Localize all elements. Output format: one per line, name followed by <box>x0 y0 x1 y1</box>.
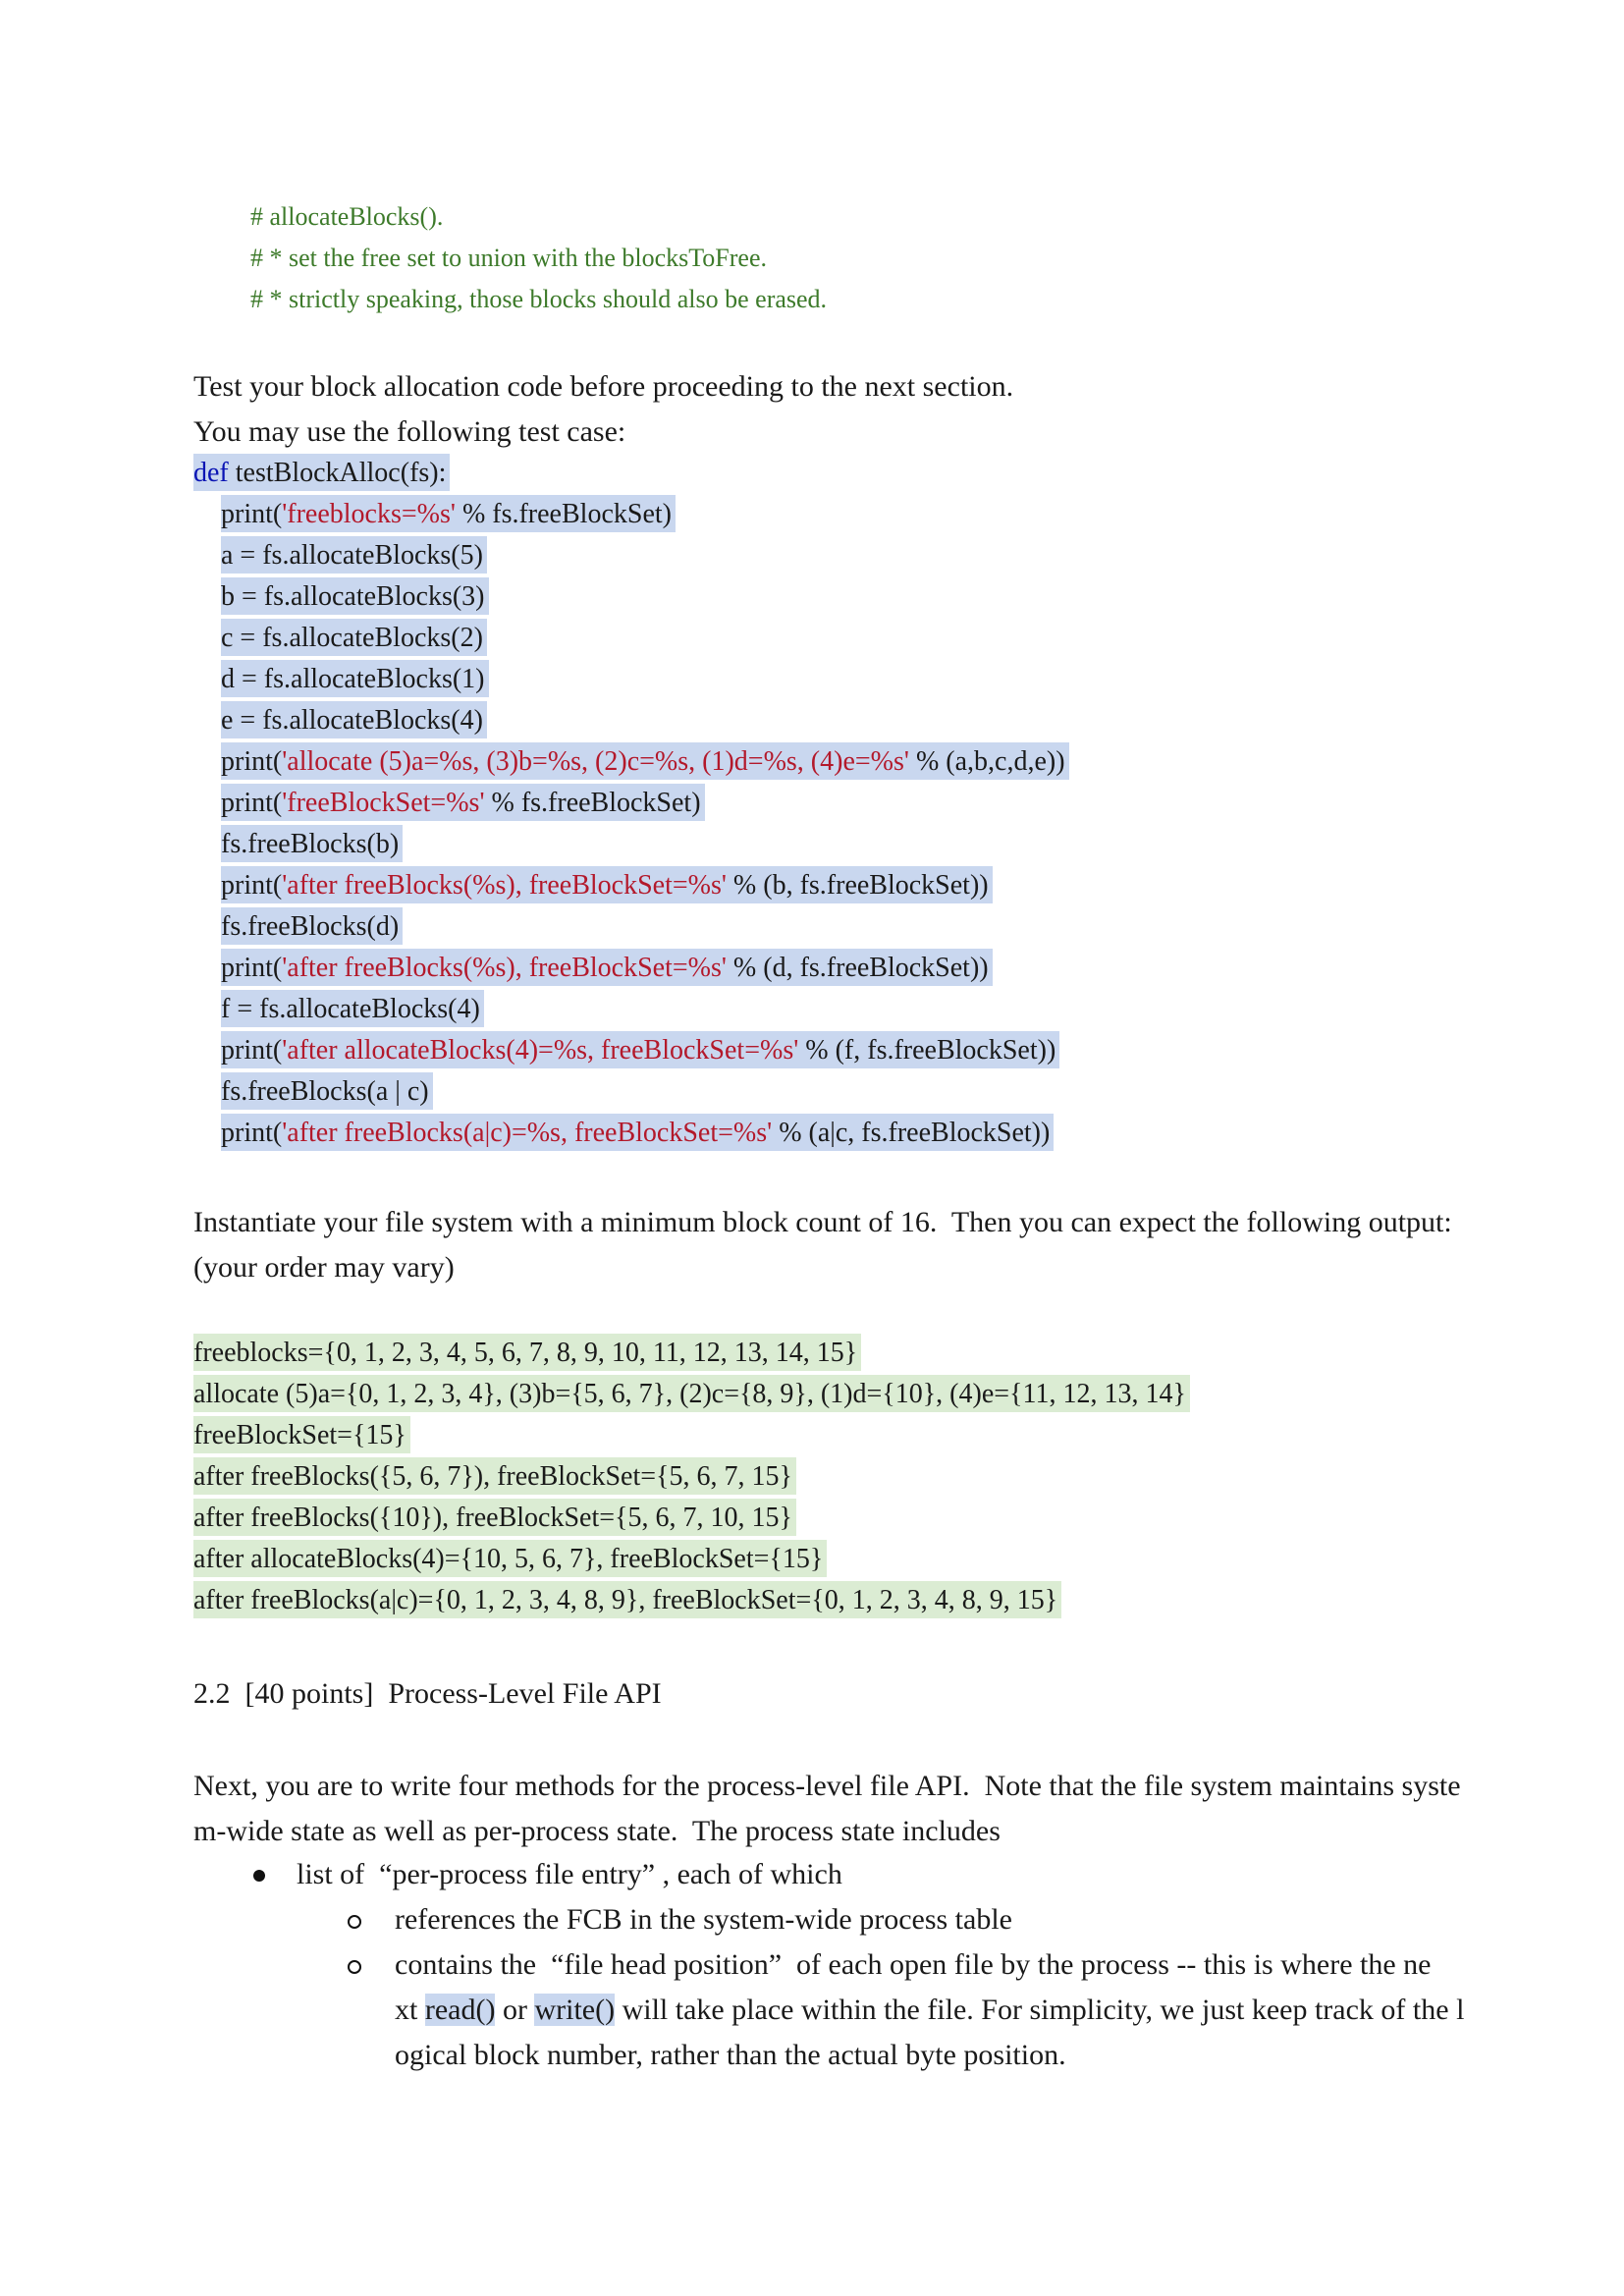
code-text: % (b, fs.freeBlockSet)) <box>726 870 989 901</box>
bullet-text: list of “per-process file entry” , each of which <box>297 1858 842 1890</box>
code-highlight <box>221 1031 1059 1068</box>
code-string: 'after allocateBlocks(4)=%s, freeBlockSet=%s' <box>282 1035 799 1066</box>
code-text: fs.freeBlocks(a | c) <box>221 1076 429 1107</box>
output-line <box>193 1499 1190 1540</box>
code-line <box>193 495 1069 536</box>
code-highlight <box>221 495 676 532</box>
code-line <box>193 949 1069 990</box>
code-line <box>193 660 1069 701</box>
text-run: or <box>495 1994 535 2026</box>
code-text: a = fs.allocateBlocks(5) <box>221 540 483 571</box>
comment-line: # allocateBlocks(). <box>250 202 444 231</box>
code-text: fs.freeBlocks(b) <box>221 829 400 859</box>
code-highlight <box>221 784 705 821</box>
hollow-circle-icon <box>348 1960 361 1974</box>
code-line <box>193 784 1069 825</box>
code-highlight <box>221 701 487 738</box>
intro-line-2: You may use the following test case: <box>193 415 626 448</box>
test-code-block <box>193 454 1069 1155</box>
code-highlight <box>221 742 1069 780</box>
output-line <box>193 1416 1190 1457</box>
sub-bullet-text: ogical block number, rather than the actual byte position. <box>395 2039 1066 2071</box>
code-line <box>193 825 1069 866</box>
intro-line-1: Test your block allocation code before proceeding to the next section. <box>193 370 1014 403</box>
code-def-line <box>193 454 1069 495</box>
bullet-dot-icon <box>253 1870 265 1882</box>
code-body <box>193 495 1069 1155</box>
def-keyword: def <box>193 458 229 488</box>
code-text: d = fs.allocateBlocks(1) <box>221 664 485 694</box>
code-line <box>193 701 1069 742</box>
code-text: print( <box>221 499 283 529</box>
comment-line: # * strictly speaking, those blocks should also be erased. <box>250 285 828 313</box>
code-highlight <box>221 577 489 615</box>
output-line <box>193 1457 1190 1499</box>
code-line <box>193 1072 1069 1114</box>
code-line <box>193 536 1069 577</box>
expected-output-block <box>193 1334 1190 1622</box>
code-line <box>193 907 1069 949</box>
output-text: after freeBlocks({5, 6, 7}), freeBlockSet={5, 6, 7, 15} <box>193 1457 796 1495</box>
code-highlight <box>221 990 484 1027</box>
code-string: 'after freeBlocks(a|c)=%s, freeBlockSet=%s' <box>282 1118 773 1148</box>
output-text: allocate (5)a={0, 1, 2, 3, 4}, (3)b={5, 6, 7}, (2)c={8, 9}, (1)d={10}, (4)e={11, 12, 13, 14} <box>193 1375 1190 1412</box>
code-comments <box>250 196 827 320</box>
code-line <box>193 742 1069 784</box>
code-text: e = fs.allocateBlocks(4) <box>221 705 483 736</box>
code-text: c = fs.allocateBlocks(2) <box>221 623 483 653</box>
code-highlight <box>221 866 993 903</box>
output-line <box>193 1334 1190 1375</box>
hollow-circle-icon <box>348 1915 361 1929</box>
code-text: % (a|c, fs.freeBlockSet)) <box>772 1118 1051 1148</box>
code-string: 'allocate (5)a=%s, (3)b=%s, (2)c=%s, (1)d=%s, (4)e=%s' <box>282 746 909 777</box>
code-text: f = fs.allocateBlocks(4) <box>221 994 480 1024</box>
read-call: read() <box>424 1994 496 2026</box>
code-text: print( <box>221 870 283 901</box>
code-text: print( <box>221 953 283 983</box>
code-text: % fs.freeBlockSet) <box>455 499 672 529</box>
output-text: after allocateBlocks(4)={10, 5, 6, 7}, freeBlockSet={15} <box>193 1540 827 1577</box>
code-highlight <box>221 1114 1054 1151</box>
paragraph-line: Next, you are to write four methods for the process-level file API. Note that the file system maintains syste <box>193 1770 1461 1802</box>
code-text: % (f, fs.freeBlockSet)) <box>798 1035 1056 1066</box>
code-highlight <box>221 1072 433 1110</box>
code-line <box>193 866 1069 907</box>
write-call: write() <box>534 1994 616 2026</box>
code-highlight <box>221 907 403 945</box>
text-run: will take place within the file. For simplicity, we just keep track of the l <box>615 1994 1465 2026</box>
instantiate-line-2: (your order may vary) <box>193 1251 455 1284</box>
output-line <box>193 1540 1190 1581</box>
code-text: % (d, fs.freeBlockSet)) <box>726 953 989 983</box>
code-string: 'after freeBlocks(%s), freeBlockSet=%s' <box>282 870 727 901</box>
code-string: 'freeBlockSet=%s' <box>282 788 485 818</box>
output-text: after freeBlocks(a|c)={0, 1, 2, 3, 4, 8, 9}, freeBlockSet={0, 1, 2, 3, 4, 8, 9, 15} <box>193 1581 1061 1618</box>
output-line <box>193 1581 1190 1622</box>
code-text: fs.freeBlocks(d) <box>221 911 400 942</box>
code-text: % (a,b,c,d,e)) <box>908 746 1065 777</box>
code-highlight <box>221 660 489 697</box>
sub-bullet-text: contains the “file head position” of each open file by the process -- this is where the ne <box>395 1948 1432 1981</box>
output-text: after freeBlocks({10}), freeBlockSet={5, 6, 7, 10, 15} <box>193 1499 796 1536</box>
instantiate-line-1: Instantiate your file system with a minimum block count of 16. Then you can expect the following output: <box>193 1206 1452 1238</box>
paragraph <box>193 1764 1461 1854</box>
code-string: 'freeblocks=%s' <box>282 499 456 529</box>
code-highlight <box>221 619 487 656</box>
code-text: print( <box>221 1118 283 1148</box>
code-line <box>193 577 1069 619</box>
sub-bullet-text: references the FCB in the system-wide process table <box>395 1903 1012 1936</box>
code-line <box>193 1114 1069 1155</box>
code-text: % fs.freeBlockSet) <box>484 788 701 818</box>
section-heading: 2.2 [40 points] Process-Level File API <box>193 1677 662 1710</box>
output-text: freeBlockSet={15} <box>193 1416 410 1453</box>
code-text: b = fs.allocateBlocks(3) <box>221 581 485 612</box>
paragraph-line: m-wide state as well as per-process state. The process state includes <box>193 1815 1001 1847</box>
code-line <box>193 619 1069 660</box>
comment-line: # * set the free set to union with the blocksToFree. <box>250 244 768 272</box>
code-text: print( <box>221 746 283 777</box>
code-line <box>193 1031 1069 1072</box>
code-line <box>193 990 1069 1031</box>
output-line <box>193 1375 1190 1416</box>
code-highlight <box>221 949 993 986</box>
code-string: 'after freeBlocks(%s), freeBlockSet=%s' <box>282 953 727 983</box>
text-run: xt <box>395 1994 425 2026</box>
code-text: print( <box>221 788 283 818</box>
output-text: freeblocks={0, 1, 2, 3, 4, 5, 6, 7, 8, 9, 10, 11, 12, 13, 14, 15} <box>193 1334 861 1371</box>
def-signature: testBlockAlloc(fs): <box>228 458 447 488</box>
code-highlight <box>221 536 487 574</box>
code-text: print( <box>221 1035 283 1066</box>
code-highlight <box>221 825 403 862</box>
